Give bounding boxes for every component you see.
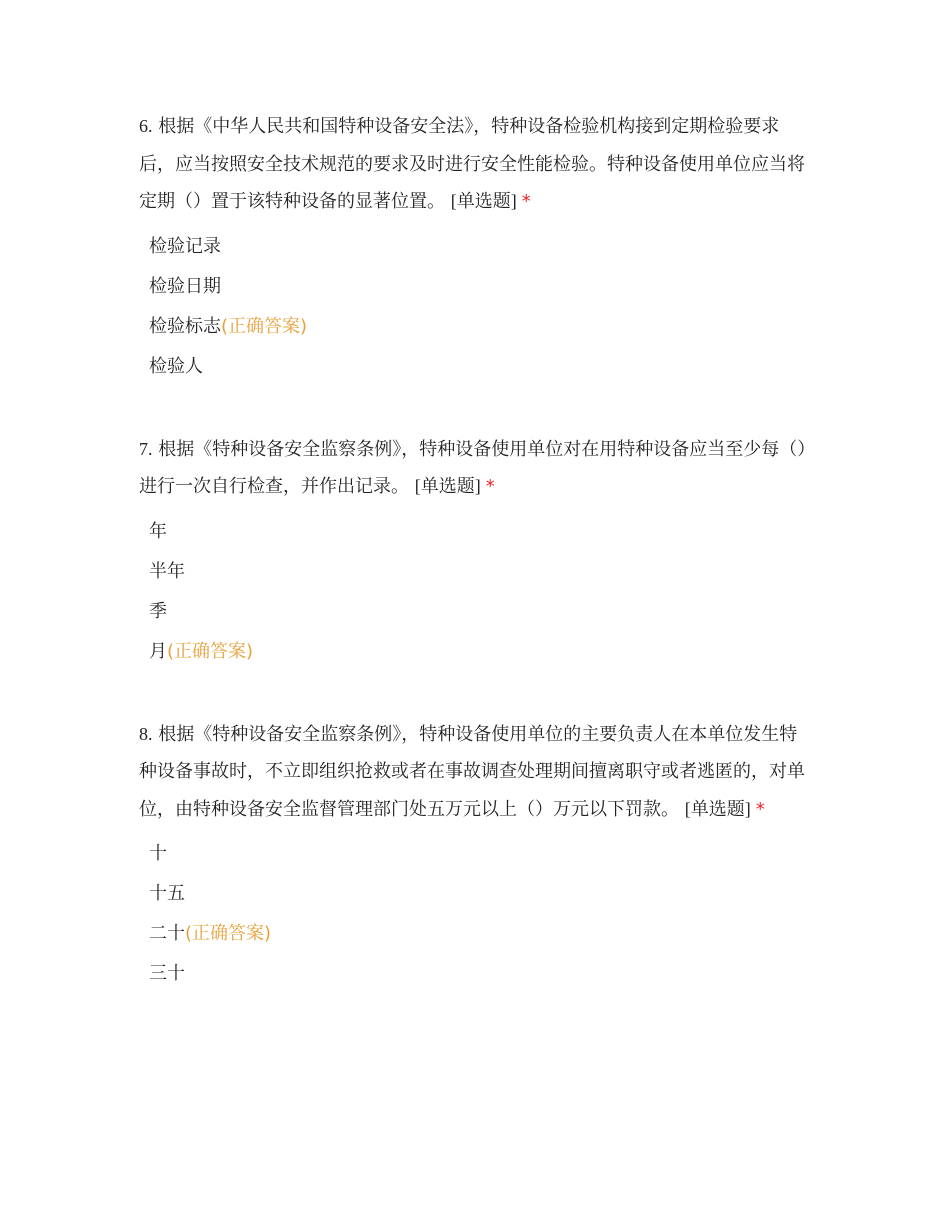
- question-type-label: [单选题]: [450, 191, 517, 211]
- correct-answer-tag: (正确答案): [167, 640, 254, 662]
- option-text: 三十: [149, 963, 185, 984]
- question-number: 6.: [139, 116, 153, 136]
- option-item: [149, 874, 815, 914]
- option-item: [149, 834, 815, 874]
- option-item: [149, 512, 815, 552]
- option-item: [149, 632, 815, 672]
- question-type-label: [单选题]: [414, 476, 481, 496]
- question-number: 7.: [139, 438, 153, 459]
- option-text: 年: [149, 520, 167, 542]
- required-star-icon: *: [521, 191, 531, 212]
- correct-answer-tag: (正确答案): [221, 315, 308, 337]
- question-text: 根据《中华人民共和国特种设备安全法》，特种设备检验机构接到定期检验要求后，应当按照安全技术规范的要求及时进行安全性能检验。特种设备使用单位应当将定期（）置于该特种设备的显著位置。: [139, 116, 805, 212]
- required-star-icon: *: [485, 476, 495, 497]
- option-item: [149, 954, 815, 994]
- option-text: 半年: [149, 560, 185, 582]
- required-star-icon: *: [755, 798, 765, 820]
- option-text: 二十: [149, 923, 185, 944]
- option-text: 季: [149, 600, 167, 622]
- option-list: [139, 512, 815, 672]
- option-text: 十五: [149, 883, 185, 904]
- option-text: 月: [149, 640, 167, 662]
- option-item: [149, 267, 815, 307]
- option-text: 检验记录: [149, 235, 221, 257]
- question-8: [139, 716, 815, 995]
- question-text: 根据《特种设备安全监察条例》，特种设备使用单位对在用特种设备应当至少每（）进行一次自行检查，并作出记录。: [139, 438, 807, 497]
- question-text: 根据《特种设备安全监察条例》，特种设备使用单位的主要负责人在本单位发生特种设备事故时，不立即组织抢救或者在事故调查处理期间擅离职守或者逃匿的，对单位，由特种设备安全监督管理部门处五万元以上（）万元以下罚款。: [139, 723, 805, 820]
- option-item: [149, 552, 815, 592]
- option-item: [149, 592, 815, 632]
- option-item: [149, 227, 815, 267]
- option-text: 检验日期: [149, 275, 221, 297]
- question-type-label: [单选题]: [684, 798, 751, 819]
- option-list: [139, 834, 815, 994]
- option-text: 检验人: [149, 355, 203, 377]
- option-list: [139, 227, 815, 387]
- question-stem: [139, 431, 815, 506]
- question-6: [139, 108, 815, 387]
- correct-answer-tag: (正确答案): [185, 923, 272, 944]
- question-stem: [139, 716, 815, 829]
- option-item: [149, 347, 815, 387]
- question-stem: [139, 108, 815, 221]
- option-item: [149, 914, 815, 954]
- question-number: 8.: [139, 723, 153, 744]
- option-item: [149, 307, 815, 347]
- question-7: [139, 431, 815, 672]
- question-list: [139, 108, 815, 994]
- option-text: 检验标志: [149, 315, 221, 337]
- option-text: 十: [149, 843, 167, 864]
